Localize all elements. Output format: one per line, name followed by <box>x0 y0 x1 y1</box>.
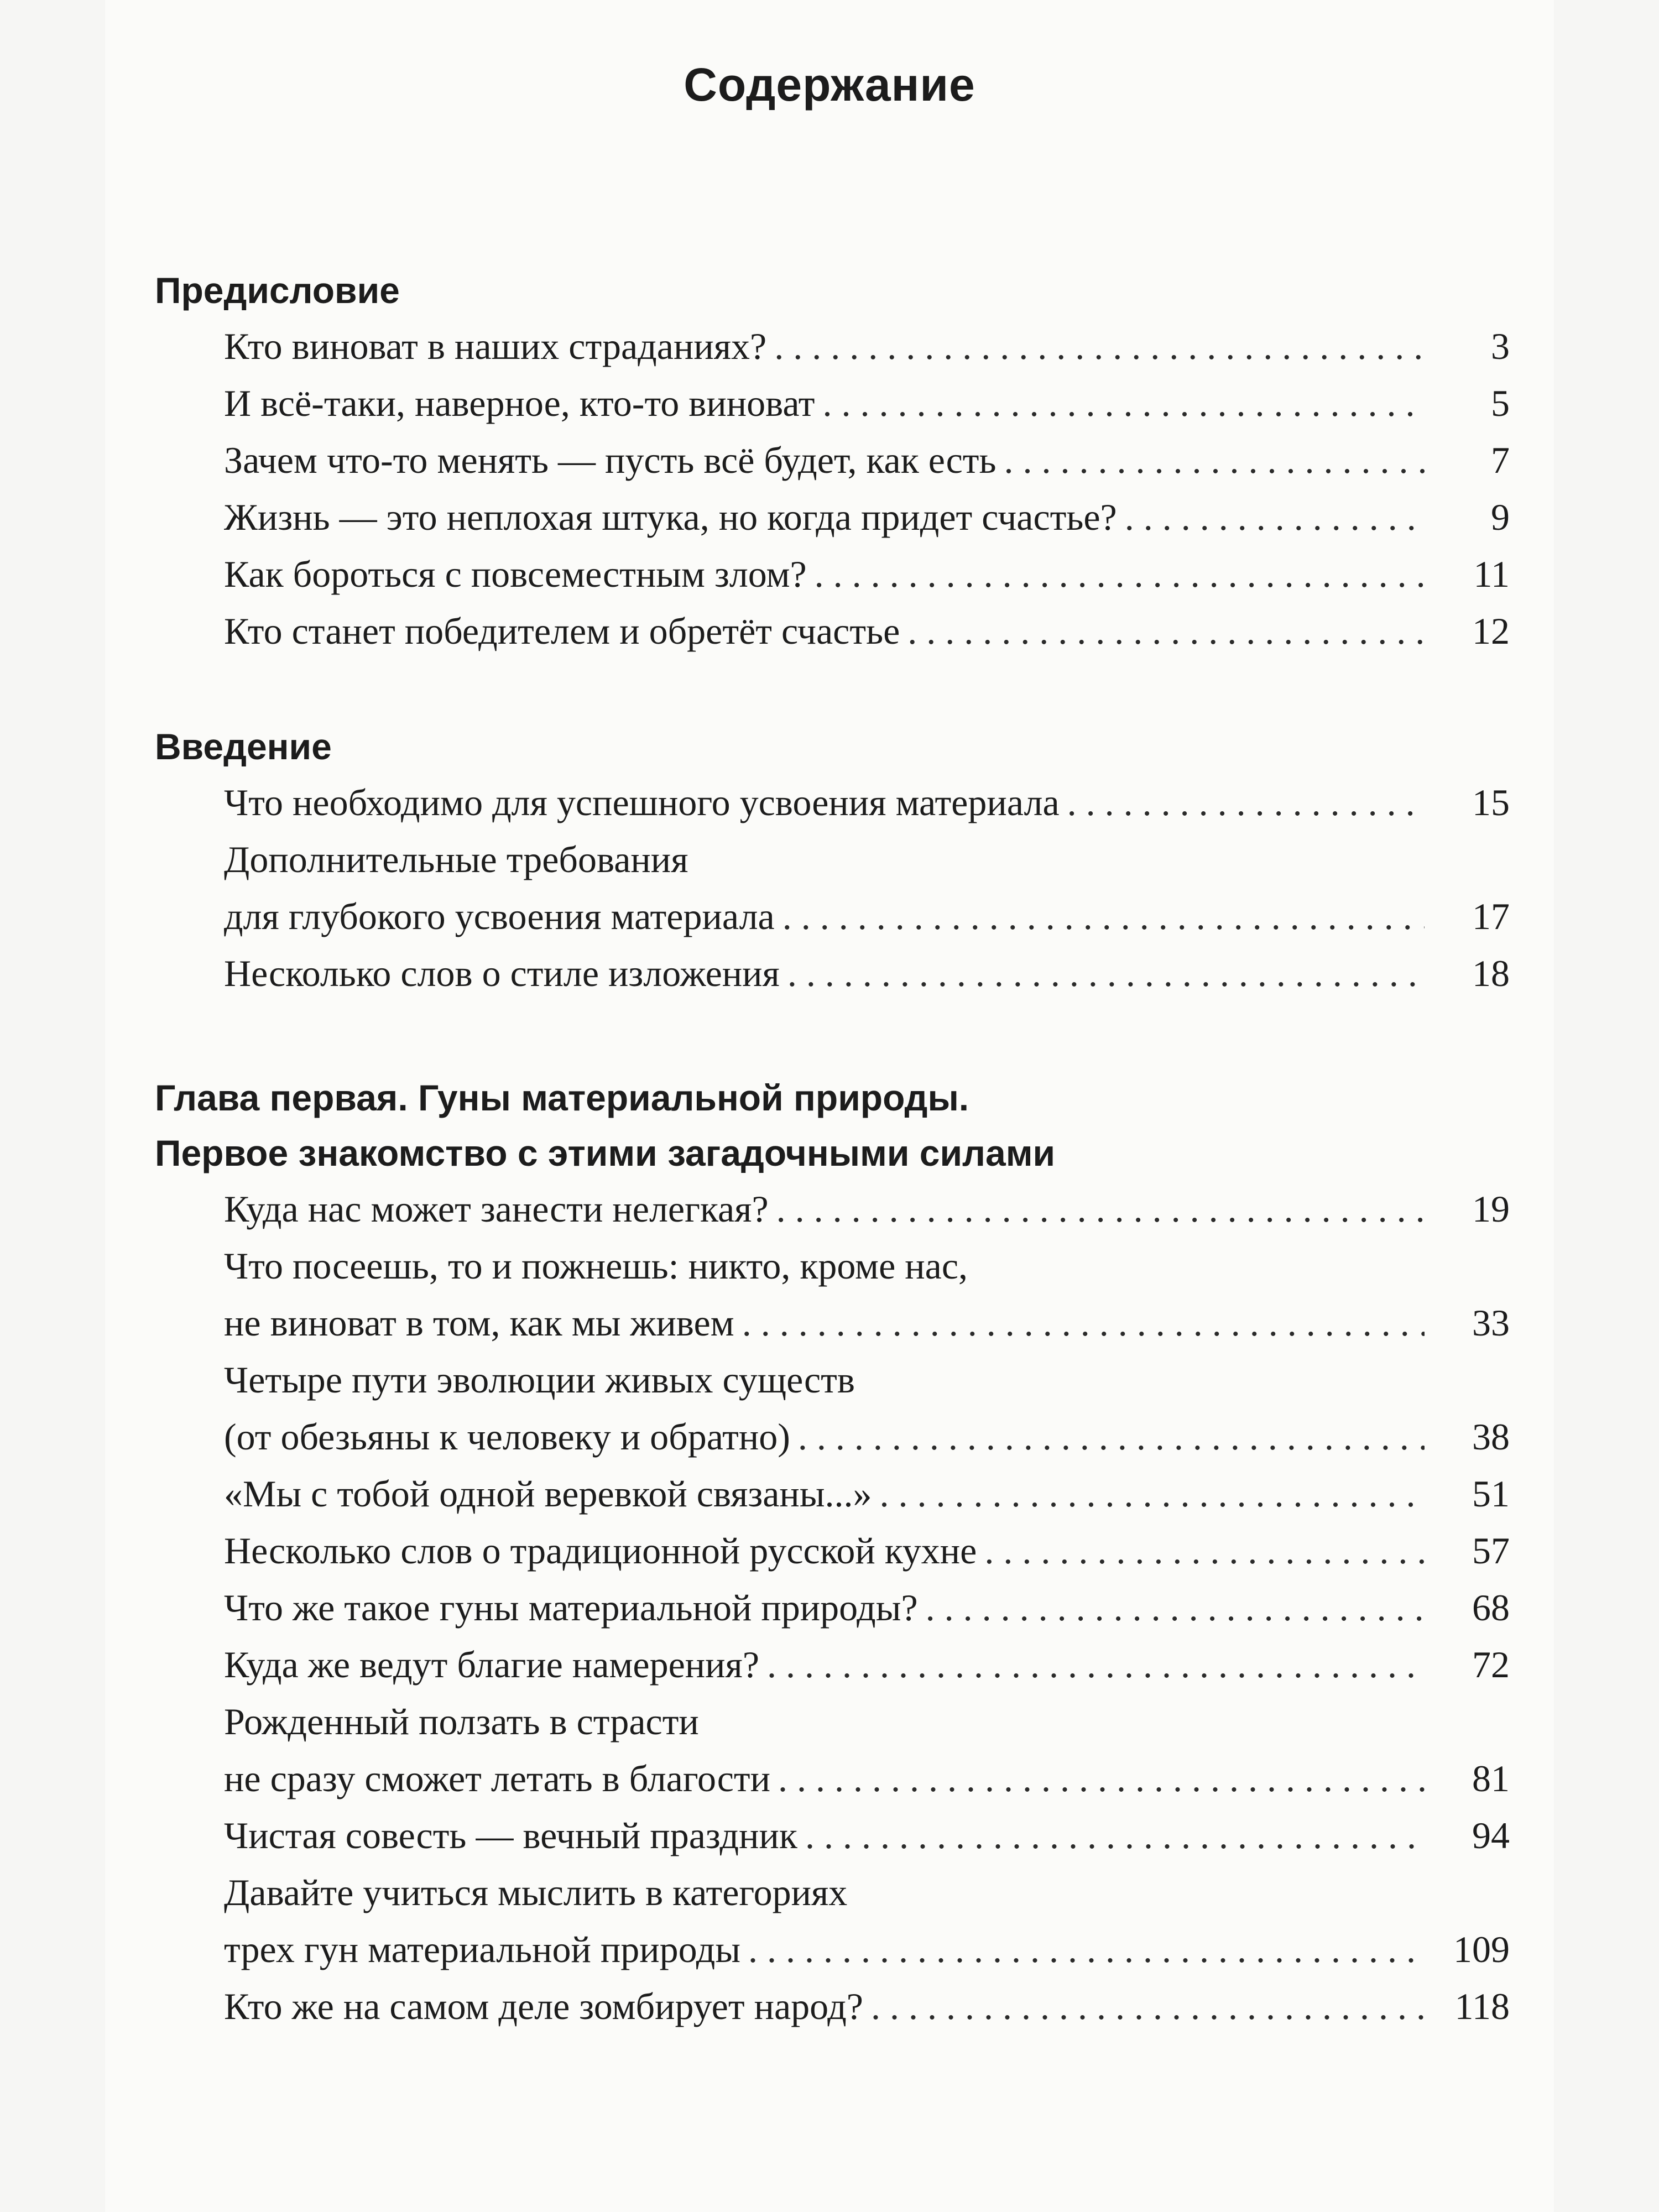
entry-title: Что же такое гуны материальной природы? <box>224 1587 918 1629</box>
page-number: 11 <box>1473 553 1510 595</box>
page-number: 109 <box>1453 1928 1510 1970</box>
entry-title: Куда же ведут благие намерения? <box>224 1644 760 1686</box>
toc-entry[interactable] <box>224 1807 1510 1864</box>
page-number: 94 <box>1472 1814 1510 1856</box>
entry-title: Несколько слов о стиле изложения <box>224 952 780 994</box>
toc-entry[interactable] <box>224 1636 1510 1693</box>
page-number: 18 <box>1472 952 1510 994</box>
leader-dots <box>767 1636 1425 1693</box>
leader-dots <box>805 1807 1425 1864</box>
page-number: 81 <box>1472 1757 1510 1799</box>
entry-title-line: Четыре пути эволюции живых существ <box>224 1359 855 1401</box>
leader-dots <box>778 1750 1425 1807</box>
toc-entry[interactable] <box>224 945 1510 1002</box>
entry-title: И всё-таки, наверное, кто-то виноват <box>224 382 815 424</box>
entry-title: Кто станет победителем и обретёт счастье <box>224 610 900 652</box>
page-number: 7 <box>1491 439 1510 481</box>
leader-dots <box>823 375 1425 432</box>
toc-entry[interactable] <box>224 1181 1510 1238</box>
book-page <box>105 0 1554 2212</box>
page-number: 15 <box>1472 781 1510 823</box>
page-number: 57 <box>1472 1530 1510 1572</box>
toc-entry[interactable] <box>224 774 1510 831</box>
toc-entry[interactable] <box>224 1238 1510 1352</box>
toc-entry[interactable] <box>224 1693 1510 1807</box>
leader-dots <box>782 888 1425 945</box>
toc-entry[interactable] <box>224 375 1510 432</box>
page-number: 72 <box>1472 1644 1510 1686</box>
page-number: 17 <box>1472 895 1510 937</box>
toc-entry[interactable] <box>224 1352 1510 1465</box>
entry-title: Куда нас может занести нелегкая? <box>224 1188 769 1230</box>
page-title: Содержание <box>684 59 975 111</box>
page-number: 12 <box>1472 610 1510 652</box>
leader-dots <box>1067 774 1425 831</box>
toc-entry[interactable] <box>224 1864 1510 1978</box>
entry-title: Несколько слов о традиционной русской кухне <box>224 1530 977 1572</box>
page-number: 68 <box>1472 1587 1510 1629</box>
entry-title: Кто виноват в наших страданиях? <box>224 325 767 367</box>
entry-title-line: Давайте учиться мыслить в категориях <box>224 1871 848 1913</box>
section-chapter-one <box>155 1070 1510 2035</box>
toc-entry[interactable] <box>224 432 1510 489</box>
section-preface <box>155 263 1510 660</box>
leader-dots <box>907 603 1425 660</box>
entry-title: Жизнь — это неплохая штука, но когда придет счастье? <box>224 496 1117 538</box>
leader-dots <box>880 1465 1425 1522</box>
page-number: 9 <box>1491 496 1510 538</box>
page-number: 5 <box>1491 382 1510 424</box>
entry-title-line: не виноват в том, как мы живем <box>224 1302 734 1344</box>
entry-title: «Мы с тобой одной веревкой связаны...» <box>224 1473 872 1515</box>
page-number: 3 <box>1491 325 1510 367</box>
entry-title-line: Рожденный ползать в страсти <box>224 1700 699 1743</box>
leader-dots <box>748 1921 1425 1978</box>
toc-entry[interactable] <box>224 1465 1510 1522</box>
toc-entry[interactable] <box>224 318 1510 375</box>
leader-dots <box>926 1579 1425 1636</box>
toc-entry[interactable] <box>224 1978 1510 2035</box>
page-number: 19 <box>1472 1188 1510 1230</box>
leader-dots <box>1004 432 1425 489</box>
section-heading: Предисловие <box>155 270 400 311</box>
entry-title-line: Что посеешь, то и пожнешь: никто, кроме нас, <box>224 1245 968 1287</box>
leader-dots <box>742 1295 1425 1352</box>
entry-title-line: трех гун материальной природы <box>224 1928 741 1970</box>
page-number: 38 <box>1472 1416 1510 1458</box>
toc-entry[interactable] <box>224 1522 1510 1579</box>
leader-dots <box>815 546 1425 603</box>
toc-entry[interactable] <box>224 603 1510 660</box>
page-number: 118 <box>1454 1985 1510 2027</box>
toc-entry[interactable] <box>224 489 1510 546</box>
entry-title: Как бороться с повсеместным злом? <box>224 553 807 595</box>
entry-title: Чистая совесть — вечный праздник <box>224 1814 797 1856</box>
entry-title-line: Дополнительные требования <box>224 838 688 880</box>
leader-dots <box>798 1408 1425 1465</box>
section-introduction <box>155 719 1510 1002</box>
toc-entry[interactable] <box>224 831 1510 945</box>
page-number: 33 <box>1472 1302 1510 1344</box>
entry-title: Зачем что-то менять — пусть всё будет, как есть <box>224 439 997 481</box>
page-number: 51 <box>1472 1473 1510 1515</box>
leader-dots <box>774 318 1425 375</box>
leader-dots <box>871 1978 1425 2035</box>
entry-title-line: не сразу сможет летать в благости <box>224 1757 770 1799</box>
toc-entry[interactable] <box>224 546 1510 603</box>
entry-title-line: для глубокого усвоения материала <box>224 895 775 937</box>
toc-entry[interactable] <box>224 1579 1510 1636</box>
entry-title: Кто же на самом деле зомбирует народ? <box>224 1985 863 2027</box>
entry-title-line: (от обезьяны к человеку и обратно) <box>224 1416 790 1458</box>
chapter-heading-line: Глава первая. Гуны материальной природы. <box>155 1077 969 1118</box>
section-heading: Введение <box>155 726 332 767</box>
leader-dots <box>787 945 1425 1002</box>
entry-title: Что необходимо для успешного усвоения материала <box>224 781 1060 823</box>
leader-dots <box>1125 489 1425 546</box>
chapter-heading-line: Первое знакомство с этими загадочными силами <box>155 1133 1056 1173</box>
leader-dots <box>984 1522 1425 1579</box>
leader-dots <box>776 1181 1425 1238</box>
